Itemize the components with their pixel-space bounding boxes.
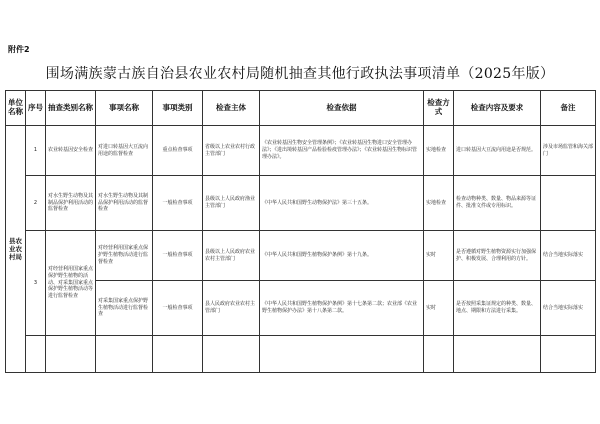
empty-cell bbox=[96, 336, 153, 373]
item-type-cell: 一般检查事项 bbox=[153, 281, 203, 336]
note-cell: 结合当地实际落实 bbox=[541, 281, 596, 336]
header-item-name: 事项名称 bbox=[96, 91, 153, 126]
basis-cell: 《中华人民共和国野生植物保护条例》第十九条。 bbox=[260, 231, 424, 281]
empty-cell bbox=[260, 336, 424, 373]
content-cell: 检查动物种类、数量、物品来源等证件、批准文件或专用标识。 bbox=[454, 176, 541, 231]
subject-cell: 县人民政府农业农村主管部门 bbox=[203, 281, 260, 336]
method-cell: 实地检查 bbox=[424, 126, 454, 176]
header-basis: 检查依据 bbox=[260, 91, 424, 126]
category-cell: 对经营利用国家重点保护野生植物的活动、对采集国家重点保护野生植物活动等进行监督检查 bbox=[46, 231, 96, 336]
category-cell: 对水生野生动物及其制品保护利用活动的监督检查 bbox=[46, 176, 96, 231]
table-row bbox=[6, 231, 596, 281]
header-item-type: 事项类别 bbox=[153, 91, 203, 126]
empty-cell bbox=[46, 336, 96, 373]
header-note: 备注 bbox=[541, 91, 596, 126]
attachment-label: 附件2 bbox=[8, 45, 30, 54]
method-cell: 实地检查 bbox=[424, 176, 454, 231]
subject-cell: 县级以上人民政府渔业主管部门 bbox=[203, 176, 260, 231]
item-name-cell: 对采集国家重点保护野生植物活动进行监督检查 bbox=[96, 281, 153, 336]
seq-cell: 1 bbox=[26, 126, 46, 176]
category-cell: 农业转基因安全检查 bbox=[46, 126, 96, 176]
empty-cell bbox=[203, 336, 260, 373]
header-seq: 序号 bbox=[26, 91, 46, 126]
method-cell: 实时 bbox=[424, 231, 454, 281]
page-title: 围场满族蒙古族自治县农业农村局随机抽查其他行政执法事项清单（2025年版） bbox=[45, 66, 555, 82]
empty-cell bbox=[26, 336, 46, 373]
note-cell bbox=[541, 176, 596, 231]
note-cell: 涉及市场监管和海关部门 bbox=[541, 126, 596, 176]
header-content: 检查内容及要求 bbox=[454, 91, 541, 126]
item-name-cell: 对经营利用国家重点保护野生植物活动进行监督检查 bbox=[96, 231, 153, 281]
table-row bbox=[6, 126, 596, 176]
basis-cell: 《中华人民共和国野生植物保护条例》第十七条第二款；农业部《农业野生植物保护办法》第十八条第二款。 bbox=[260, 281, 424, 336]
content-cell: 进口转基因大豆流向用途是否规范。 bbox=[454, 126, 541, 176]
empty-cell bbox=[153, 336, 203, 373]
header-subject: 检查主体 bbox=[203, 91, 260, 126]
item-name-cell: 对水生野生动物及其制品保护利用活动的监督检查 bbox=[96, 176, 153, 231]
subject-cell: 省级以上农业农村行政主管部门 bbox=[203, 126, 260, 176]
content-cell: 是否按照采集证规定的种类、数量、地点、期限和方法进行采集。 bbox=[454, 281, 541, 336]
method-cell: 实时 bbox=[424, 281, 454, 336]
item-type-cell: 一般检查事项 bbox=[153, 231, 203, 281]
seq-cell: 2 bbox=[26, 176, 46, 231]
unit-name-cell: 县农业农村局 bbox=[6, 126, 26, 373]
item-type-cell: 重点检查事项 bbox=[153, 126, 203, 176]
empty-cell bbox=[454, 336, 541, 373]
header-category: 抽查类别名称 bbox=[46, 91, 96, 126]
table-header-row bbox=[6, 91, 596, 126]
table-row-empty bbox=[6, 336, 596, 373]
item-name-cell: 对进口转基因大豆流向用途的监督检查 bbox=[96, 126, 153, 176]
basis-cell: 《农业转基因生物安全管理条例》；《农业转基因生物进口安全管理办法》；《进出境转基因产品检验检疫管理办法》；《农业转基因生物标识管理办法》。 bbox=[260, 126, 424, 176]
empty-cell bbox=[424, 336, 454, 373]
table-row bbox=[6, 176, 596, 231]
subject-cell: 县级以上人民政府农业农村主管部门 bbox=[203, 231, 260, 281]
header-method: 检查方式 bbox=[424, 91, 454, 126]
seq-cell: 3 bbox=[26, 231, 46, 336]
basis-cell: 《中华人民共和国野生动物保护法》第三十五条。 bbox=[260, 176, 424, 231]
note-cell: 结合当地实际落实 bbox=[541, 231, 596, 281]
content-cell: 是否遵循对野生植物资源实行加强保护、积极发展、合理利用的方针。 bbox=[454, 231, 541, 281]
empty-cell bbox=[541, 336, 596, 373]
item-type-cell: 一般检查事项 bbox=[153, 176, 203, 231]
inspection-table bbox=[5, 90, 596, 373]
header-unit: 单位名称 bbox=[6, 91, 26, 126]
